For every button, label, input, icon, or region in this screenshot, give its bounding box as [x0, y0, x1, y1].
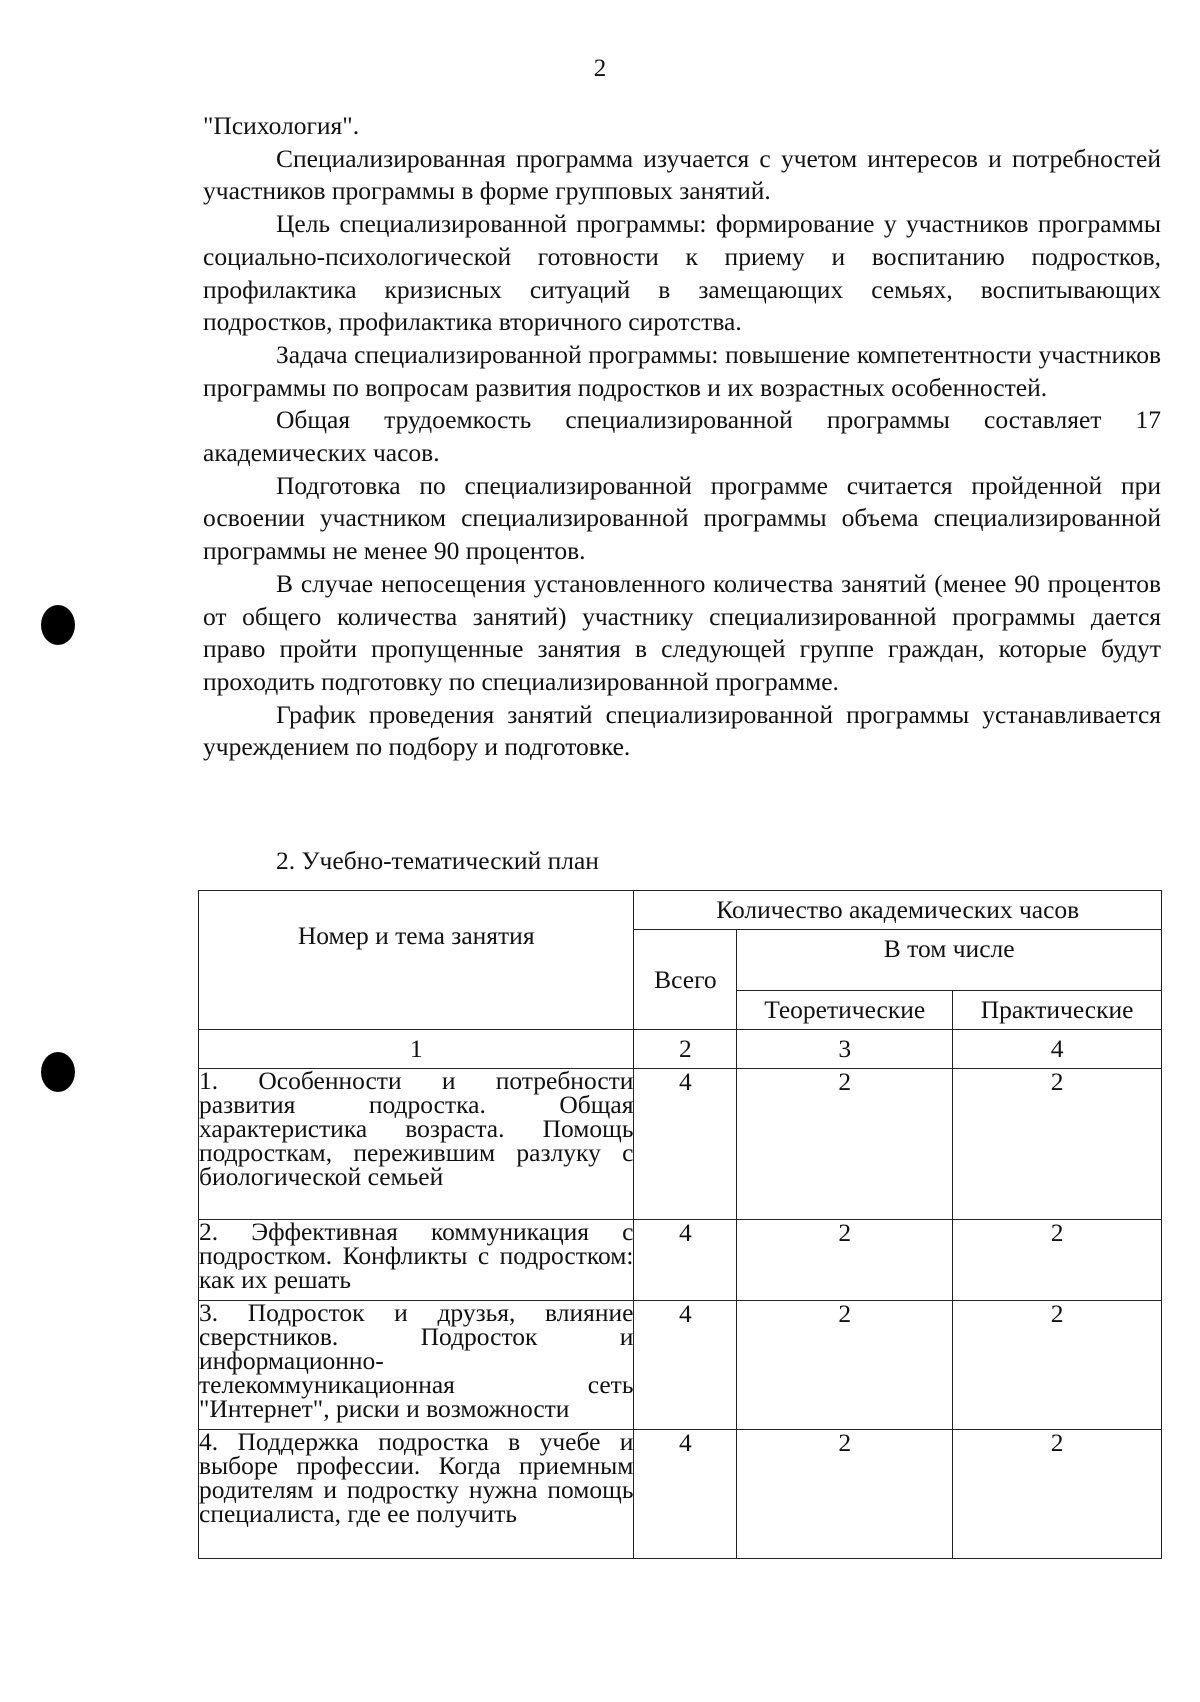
total-cell: 4	[634, 1301, 737, 1430]
practice-cell: 2	[953, 1301, 1162, 1430]
theory-cell: 2	[737, 1220, 953, 1301]
index-cell: 2	[634, 1030, 737, 1069]
header-total: Всего	[634, 930, 737, 1030]
punch-hole-bottom	[41, 1052, 75, 1092]
paragraph: Специализированная программа изучается с учетом интересов и потребностей участников программы в форме групповых занятий.	[203, 143, 1161, 206]
punch-hole-top	[41, 605, 75, 645]
topic-cell: 3. Подросток и друзья, влияние сверстников. Подросток и информационно-телекоммуникационная сеть "Интернет", риски и возможности	[199, 1301, 634, 1430]
paragraph: Общая трудоемкость специализированной программы составляет 17 академических часов.	[203, 405, 1161, 468]
total-cell: 4	[634, 1069, 737, 1220]
header-hours: Количество академических часов	[634, 891, 1162, 930]
body-text	[203, 110, 1161, 764]
practice-cell: 2	[953, 1069, 1162, 1220]
total-cell: 4	[634, 1430, 737, 1559]
table-row	[199, 1220, 1162, 1301]
header-theory: Теоретические	[737, 991, 953, 1030]
header-topic: Номер и тема занятия	[199, 891, 634, 1030]
topic-cell: 1. Особенности и потребности развития подростка. Общая характеристика возраста. Помощь подросткам, пережившим разлуку с биологической семьей	[199, 1069, 634, 1220]
curriculum-table	[198, 890, 1162, 1559]
theory-cell: 2	[737, 1301, 953, 1430]
header-practice: Практические	[953, 991, 1162, 1030]
paragraph: "Психология".	[203, 111, 360, 140]
table-row	[199, 1301, 1162, 1430]
index-cell: 1	[199, 1030, 634, 1069]
practice-cell: 2	[953, 1220, 1162, 1301]
total-cell: 4	[634, 1220, 737, 1301]
topic-cell: 2. Эффективная коммуникация с подростком. Конфликты с подростком: как их решать	[199, 1220, 634, 1301]
table-row	[199, 1069, 1162, 1220]
practice-cell: 2	[953, 1430, 1162, 1559]
header-including: В том числе	[737, 930, 1162, 991]
index-cell: 4	[953, 1030, 1162, 1069]
index-cell: 3	[737, 1030, 953, 1069]
paragraph: Цель специализированной программы: формирование у участников программы социально-психологической готовности к приему и воспитанию подростков, профилактика кризисных ситуаций в замещающих семьях, воспитывающих подростков, профилактика вторичного сиротства.	[203, 209, 1161, 337]
paragraph: Задача специализированной программы: повышение компетентности участников программы по вопросам развития подростков и их возрастных особенностей.	[203, 339, 1161, 402]
paragraph: Подготовка по специализированной программе считается пройденной при освоении участником специализированной программы объема специализированной программы не менее 90 процентов.	[203, 470, 1161, 566]
topic-cell: 4. Поддержка подростка в учебе и выборе профессии. Когда приемным родителям и подростку нужна помощь специалиста, где ее получить	[199, 1430, 634, 1559]
theory-cell: 2	[737, 1430, 953, 1559]
table-row	[199, 1430, 1162, 1559]
paragraph: График проведения занятий специализированной программы устанавливается учреждением по подбору и подготовке.	[203, 699, 1161, 762]
section-heading: 2. Учебно-тематический план	[276, 846, 599, 875]
paragraph: В случае непосещения установленного количества занятий (менее 90 процентов от общего количества занятий) участнику специализированной программы дается право пройти пропущенные занятия в следующей группе граждан, которые будут проходить подготовку по специализированной программе.	[203, 568, 1161, 696]
page-number: 2	[593, 55, 607, 82]
theory-cell: 2	[737, 1069, 953, 1220]
